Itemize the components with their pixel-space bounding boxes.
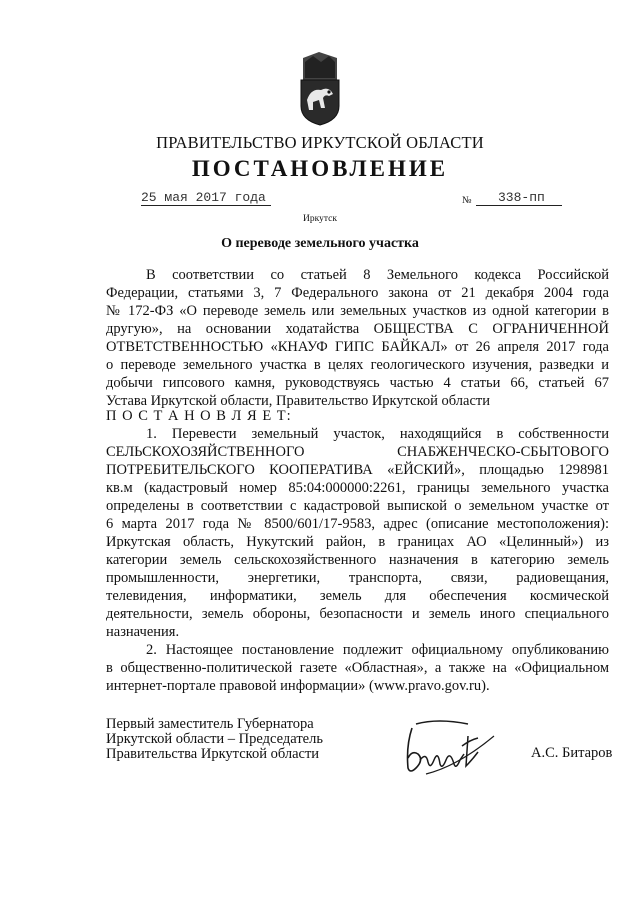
item2-line: интернет-портале правовой информации» (www.pravo.gov.ru).	[106, 678, 490, 694]
preamble-line: ОТВЕТСТВЕННОСТЬЮ «КНАУФ ГИПС БАЙКАЛ» от 26 апреля 2017 года	[106, 339, 609, 355]
item1-line: СЕЛЬСКОХОЗЯЙСТВЕННОГО СНАБЖЕНЧЕСКО-СБЫТОВОГО	[106, 444, 609, 460]
document-number: 338-пп	[498, 190, 545, 205]
item1-line: Иркутская область, Нукутский район, в границах АО «Целинный») из	[106, 534, 609, 550]
item2-line: в общественно-политической газете «Областная», а также на «Официальном	[106, 660, 609, 676]
signer-position-line: Правительства Иркутской области	[106, 746, 320, 762]
document-date: 25 мая 2017 года	[141, 190, 266, 205]
item1-line: кв.м (кадастровый номер 85:04:000000:2261, границы земельного участка	[106, 480, 609, 496]
item1-line: 1. Перевести земельный участок, находящийся в собственности	[146, 426, 609, 442]
preamble-line: другую», на основании ходатайства ОБЩЕСТВА С ОГРАНИЧЕННОЙ	[106, 321, 609, 337]
preamble-line: добычи гипсового камня, руководствуясь частью 4 статьи 66, статьей 67	[106, 375, 609, 391]
preamble-line: Федерации, статьями 3, 7 Федерального закона от 21 декабря 2004 года	[106, 285, 609, 301]
item1-line: определены в соответствии с кадастровой выпиской о земельном участке от	[106, 498, 609, 514]
number-underline	[476, 205, 562, 206]
item1-line: 6 марта 2017 года № 8500/601/17-9583, адрес (описание местоположения):	[106, 516, 609, 532]
item1-line: деятельности, земель обороны, безопасности и земель иного специального	[106, 606, 609, 622]
document-type: ПОСТАНОВЛЕНИЕ	[191, 156, 449, 181]
organization-name: ПРАВИТЕЛЬСТВО ИРКУТСКОЙ ОБЛАСТИ	[156, 133, 484, 152]
signer-position-line: Первый заместитель Губернатора	[106, 716, 314, 732]
city: Иркутск	[303, 214, 337, 224]
preamble-line: № 172-ФЗ «О переводе земель или земельных участков из одной категории в	[106, 303, 609, 319]
preamble-line: Устава Иркутской области, Правительство Иркутской области	[106, 393, 491, 409]
item1-line: промышленности, энергетики, транспорта, связи, радиовещания,	[106, 570, 609, 586]
item1-line: назначения.	[106, 624, 180, 640]
item1-line: ПОТРЕБИТЕЛЬСКОГО КООПЕРАТИВА «ЕЙСКИЙ», площадью 1298981	[106, 462, 609, 478]
coat-of-arms-icon	[299, 50, 341, 126]
signer-position-line: Иркутской области – Председатель	[106, 731, 323, 747]
preamble-line: В соответствии со статьей 8 Земельного кодекса Российской	[146, 267, 609, 283]
handwritten-signature	[398, 716, 508, 776]
number-label: №	[462, 195, 472, 206]
item1-line: категории земель сельскохозяйственного назначения в категорию земель	[106, 552, 609, 568]
item1-line: телевидения, информатики, земель для обеспечения космической	[106, 588, 609, 604]
preamble-line: о переводе земельного участка в целях геологического изучения, разведки и	[106, 357, 609, 373]
item2-line: 2. Настоящее постановление подлежит официальному опубликованию	[146, 642, 609, 658]
signer-name: А.С. Битаров	[531, 745, 613, 761]
date-underline	[141, 205, 271, 206]
document-subject: О переводе земельного участка	[221, 236, 419, 251]
resolves-heading: П О С Т А Н О В Л Я Е Т:	[106, 408, 292, 424]
